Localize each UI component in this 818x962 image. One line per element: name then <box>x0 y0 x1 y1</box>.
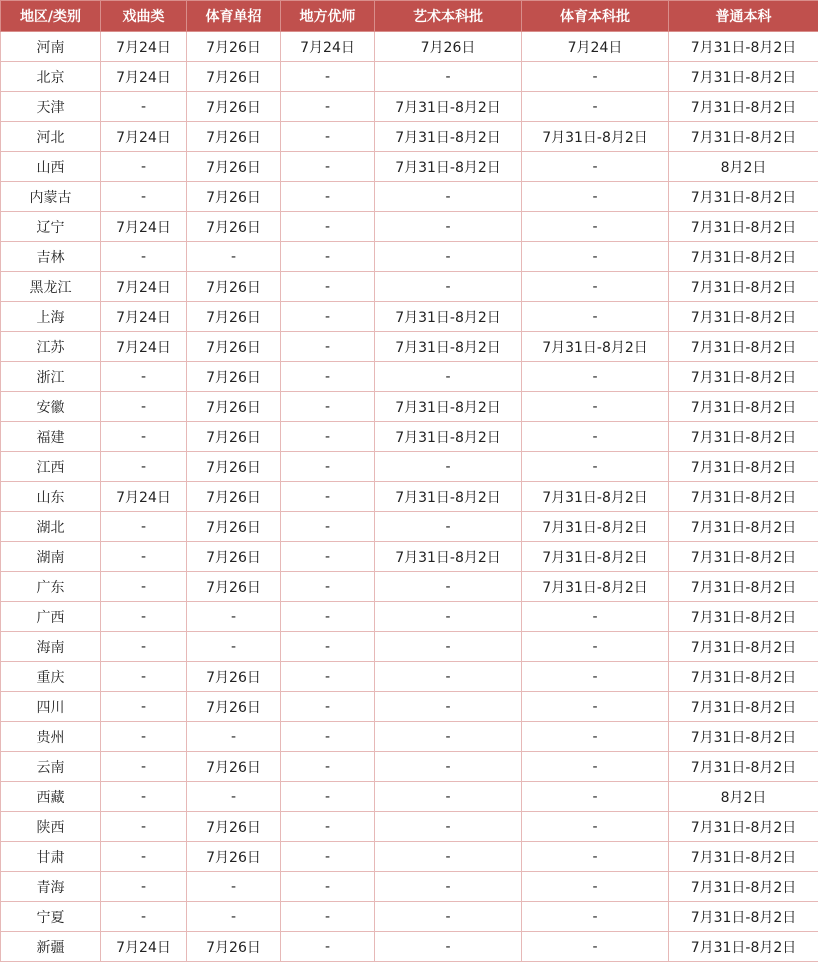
table-row <box>1 362 818 392</box>
sports-undergrad-cell: 7月31日-8月2日 <box>522 572 669 602</box>
opera-cell: - <box>101 692 187 722</box>
opera-cell: - <box>101 92 187 122</box>
header-row <box>1 1 818 32</box>
sports-single-cell: 7月26日 <box>187 512 281 542</box>
art-undergrad-cell: 7月31日-8月2日 <box>375 122 522 152</box>
opera-cell: - <box>101 152 187 182</box>
local-teacher-cell: - <box>281 122 375 152</box>
region-cell: 贵州 <box>1 722 101 752</box>
table-row <box>1 482 818 512</box>
sports-undergrad-cell: 7月31日-8月2日 <box>522 332 669 362</box>
region-cell: 湖北 <box>1 512 101 542</box>
sports-undergrad-cell: - <box>522 722 669 752</box>
art-undergrad-cell: - <box>375 242 522 272</box>
local-teacher-cell: - <box>281 332 375 362</box>
sports-single-cell: 7月26日 <box>187 212 281 242</box>
region-cell: 甘肃 <box>1 842 101 872</box>
opera-cell: - <box>101 872 187 902</box>
region-cell: 河南 <box>1 32 101 62</box>
regular-undergrad-cell: 7月31日-8月2日 <box>669 272 818 302</box>
sports-single-cell: 7月26日 <box>187 62 281 92</box>
sports-single-cell: 7月26日 <box>187 932 281 962</box>
sports-single-cell: 7月26日 <box>187 122 281 152</box>
sports-undergrad-cell: - <box>522 452 669 482</box>
sports-undergrad-cell: - <box>522 692 669 722</box>
table-row <box>1 62 818 92</box>
table-row <box>1 182 818 212</box>
sports-single-cell: 7月26日 <box>187 152 281 182</box>
sports-undergrad-cell: - <box>522 62 669 92</box>
sports-single-cell: - <box>187 722 281 752</box>
local-teacher-cell: - <box>281 632 375 662</box>
art-undergrad-cell: - <box>375 452 522 482</box>
table-row <box>1 902 818 932</box>
table-row <box>1 212 818 242</box>
opera-cell: - <box>101 752 187 782</box>
opera-cell: - <box>101 182 187 212</box>
table-row <box>1 662 818 692</box>
opera-cell: - <box>101 542 187 572</box>
regular-undergrad-cell: 8月2日 <box>669 782 818 812</box>
art-undergrad-cell: - <box>375 632 522 662</box>
local-teacher-cell: - <box>281 512 375 542</box>
local-teacher-cell: - <box>281 932 375 962</box>
table-row <box>1 512 818 542</box>
table-row <box>1 782 818 812</box>
region-cell: 河北 <box>1 122 101 152</box>
art-undergrad-cell: - <box>375 752 522 782</box>
sports-undergrad-cell: 7月31日-8月2日 <box>522 482 669 512</box>
regular-undergrad-cell: 7月31日-8月2日 <box>669 692 818 722</box>
sports-single-cell: 7月26日 <box>187 542 281 572</box>
region-cell: 辽宁 <box>1 212 101 242</box>
region-cell: 黑龙江 <box>1 272 101 302</box>
opera-cell: - <box>101 602 187 632</box>
local-teacher-cell: - <box>281 662 375 692</box>
region-cell: 陕西 <box>1 812 101 842</box>
region-cell: 广西 <box>1 602 101 632</box>
local-teacher-cell: - <box>281 152 375 182</box>
opera-cell: 7月24日 <box>101 32 187 62</box>
regular-undergrad-cell: 7月31日-8月2日 <box>669 32 818 62</box>
sports-undergrad-cell: - <box>522 632 669 662</box>
art-undergrad-cell: 7月26日 <box>375 32 522 62</box>
table-row <box>1 92 818 122</box>
art-undergrad-cell: - <box>375 182 522 212</box>
sports-undergrad-cell: - <box>522 152 669 182</box>
sports-undergrad-cell: - <box>522 902 669 932</box>
regular-undergrad-cell: 7月31日-8月2日 <box>669 62 818 92</box>
opera-cell: - <box>101 512 187 542</box>
local-teacher-cell: - <box>281 722 375 752</box>
sports-single-cell: 7月26日 <box>187 32 281 62</box>
art-undergrad-cell: - <box>375 722 522 752</box>
local-teacher-cell: - <box>281 92 375 122</box>
regular-undergrad-cell: 7月31日-8月2日 <box>669 392 818 422</box>
sports-undergrad-cell: - <box>522 872 669 902</box>
opera-cell: - <box>101 782 187 812</box>
header-regular-undergrad: 普通本科 <box>669 1 818 32</box>
sports-undergrad-cell: - <box>522 602 669 632</box>
art-undergrad-cell: - <box>375 602 522 632</box>
region-cell: 江西 <box>1 452 101 482</box>
sports-single-cell: - <box>187 632 281 662</box>
region-cell: 山西 <box>1 152 101 182</box>
opera-cell: 7月24日 <box>101 212 187 242</box>
regular-undergrad-cell: 7月31日-8月2日 <box>669 662 818 692</box>
local-teacher-cell: - <box>281 602 375 632</box>
art-undergrad-cell: - <box>375 212 522 242</box>
local-teacher-cell: - <box>281 242 375 272</box>
local-teacher-cell: - <box>281 872 375 902</box>
regular-undergrad-cell: 7月31日-8月2日 <box>669 482 818 512</box>
opera-cell: - <box>101 902 187 932</box>
sports-single-cell: 7月26日 <box>187 692 281 722</box>
art-undergrad-cell: 7月31日-8月2日 <box>375 302 522 332</box>
regular-undergrad-cell: 7月31日-8月2日 <box>669 512 818 542</box>
table-row <box>1 242 818 272</box>
regular-undergrad-cell: 7月31日-8月2日 <box>669 752 818 782</box>
table-row <box>1 452 818 482</box>
region-cell: 海南 <box>1 632 101 662</box>
regular-undergrad-cell: 7月31日-8月2日 <box>669 812 818 842</box>
header-region: 地区/类别 <box>1 1 101 32</box>
sports-single-cell: 7月26日 <box>187 92 281 122</box>
art-undergrad-cell: 7月31日-8月2日 <box>375 392 522 422</box>
regular-undergrad-cell: 7月31日-8月2日 <box>669 182 818 212</box>
sports-single-cell: 7月26日 <box>187 812 281 842</box>
local-teacher-cell: 7月24日 <box>281 32 375 62</box>
sports-single-cell: 7月26日 <box>187 422 281 452</box>
art-undergrad-cell: - <box>375 902 522 932</box>
sports-single-cell: 7月26日 <box>187 362 281 392</box>
region-cell: 广东 <box>1 572 101 602</box>
table-row <box>1 872 818 902</box>
regular-undergrad-cell: 7月31日-8月2日 <box>669 872 818 902</box>
local-teacher-cell: - <box>281 902 375 932</box>
table-row <box>1 632 818 662</box>
table-row <box>1 812 818 842</box>
sports-single-cell: 7月26日 <box>187 572 281 602</box>
art-undergrad-cell: 7月31日-8月2日 <box>375 92 522 122</box>
header-sports-undergrad: 体育本科批 <box>522 1 669 32</box>
art-undergrad-cell: - <box>375 782 522 812</box>
sports-undergrad-cell: 7月31日-8月2日 <box>522 512 669 542</box>
region-cell: 北京 <box>1 62 101 92</box>
sports-undergrad-cell: - <box>522 242 669 272</box>
regular-undergrad-cell: 7月31日-8月2日 <box>669 842 818 872</box>
table-row <box>1 122 818 152</box>
regular-undergrad-cell: 7月31日-8月2日 <box>669 722 818 752</box>
local-teacher-cell: - <box>281 62 375 92</box>
regular-undergrad-cell: 7月31日-8月2日 <box>669 902 818 932</box>
local-teacher-cell: - <box>281 182 375 212</box>
regular-undergrad-cell: 7月31日-8月2日 <box>669 572 818 602</box>
local-teacher-cell: - <box>281 842 375 872</box>
art-undergrad-cell: 7月31日-8月2日 <box>375 482 522 512</box>
opera-cell: 7月24日 <box>101 122 187 152</box>
sports-undergrad-cell: 7月31日-8月2日 <box>522 542 669 572</box>
regular-undergrad-cell: 7月31日-8月2日 <box>669 122 818 152</box>
regular-undergrad-cell: 7月31日-8月2日 <box>669 212 818 242</box>
opera-cell: 7月24日 <box>101 932 187 962</box>
region-cell: 山东 <box>1 482 101 512</box>
opera-cell: - <box>101 242 187 272</box>
table-row <box>1 722 818 752</box>
opera-cell: 7月24日 <box>101 482 187 512</box>
local-teacher-cell: - <box>281 752 375 782</box>
sports-single-cell: 7月26日 <box>187 842 281 872</box>
table-row <box>1 32 818 62</box>
sports-undergrad-cell: - <box>522 272 669 302</box>
table-row <box>1 272 818 302</box>
regular-undergrad-cell: 8月2日 <box>669 152 818 182</box>
art-undergrad-cell: 7月31日-8月2日 <box>375 332 522 362</box>
opera-cell: - <box>101 842 187 872</box>
table-row <box>1 332 818 362</box>
sports-single-cell: 7月26日 <box>187 392 281 422</box>
sports-single-cell: 7月26日 <box>187 662 281 692</box>
table-row <box>1 692 818 722</box>
art-undergrad-cell: - <box>375 872 522 902</box>
region-cell: 西藏 <box>1 782 101 812</box>
region-cell: 吉林 <box>1 242 101 272</box>
opera-cell: 7月24日 <box>101 332 187 362</box>
sports-single-cell: - <box>187 782 281 812</box>
sports-undergrad-cell: - <box>522 302 669 332</box>
sports-single-cell: 7月26日 <box>187 452 281 482</box>
sports-single-cell: 7月26日 <box>187 302 281 332</box>
region-cell: 福建 <box>1 422 101 452</box>
art-undergrad-cell: 7月31日-8月2日 <box>375 422 522 452</box>
art-undergrad-cell: 7月31日-8月2日 <box>375 542 522 572</box>
art-undergrad-cell: - <box>375 662 522 692</box>
table-row <box>1 932 818 962</box>
local-teacher-cell: - <box>281 482 375 512</box>
sports-undergrad-cell: 7月31日-8月2日 <box>522 122 669 152</box>
table-row <box>1 572 818 602</box>
table-row <box>1 422 818 452</box>
local-teacher-cell: - <box>281 212 375 242</box>
table-body <box>1 32 818 962</box>
regular-undergrad-cell: 7月31日-8月2日 <box>669 422 818 452</box>
art-undergrad-cell: - <box>375 842 522 872</box>
header-sports-single: 体育单招 <box>187 1 281 32</box>
region-cell: 上海 <box>1 302 101 332</box>
art-undergrad-cell: 7月31日-8月2日 <box>375 152 522 182</box>
opera-cell: 7月24日 <box>101 302 187 332</box>
region-cell: 湖南 <box>1 542 101 572</box>
opera-cell: - <box>101 452 187 482</box>
region-cell: 云南 <box>1 752 101 782</box>
opera-cell: - <box>101 572 187 602</box>
regular-undergrad-cell: 7月31日-8月2日 <box>669 92 818 122</box>
local-teacher-cell: - <box>281 362 375 392</box>
table-row <box>1 752 818 782</box>
region-cell: 内蒙古 <box>1 182 101 212</box>
region-cell: 新疆 <box>1 932 101 962</box>
sports-single-cell: - <box>187 242 281 272</box>
local-teacher-cell: - <box>281 302 375 332</box>
sports-single-cell: 7月26日 <box>187 332 281 362</box>
local-teacher-cell: - <box>281 272 375 302</box>
art-undergrad-cell: - <box>375 812 522 842</box>
art-undergrad-cell: - <box>375 512 522 542</box>
sports-single-cell: 7月26日 <box>187 482 281 512</box>
regular-undergrad-cell: 7月31日-8月2日 <box>669 302 818 332</box>
header-opera: 戏曲类 <box>101 1 187 32</box>
region-cell: 安徽 <box>1 392 101 422</box>
regular-undergrad-cell: 7月31日-8月2日 <box>669 542 818 572</box>
table-row <box>1 602 818 632</box>
region-cell: 青海 <box>1 872 101 902</box>
sports-undergrad-cell: 7月24日 <box>522 32 669 62</box>
local-teacher-cell: - <box>281 782 375 812</box>
opera-cell: - <box>101 362 187 392</box>
sports-undergrad-cell: - <box>522 782 669 812</box>
sports-undergrad-cell: - <box>522 812 669 842</box>
art-undergrad-cell: - <box>375 272 522 302</box>
local-teacher-cell: - <box>281 572 375 602</box>
sports-single-cell: 7月26日 <box>187 752 281 782</box>
sports-undergrad-cell: - <box>522 752 669 782</box>
opera-cell: - <box>101 392 187 422</box>
local-teacher-cell: - <box>281 452 375 482</box>
table-row <box>1 542 818 572</box>
opera-cell: 7月24日 <box>101 62 187 92</box>
sports-undergrad-cell: - <box>522 842 669 872</box>
table-row <box>1 842 818 872</box>
sports-undergrad-cell: - <box>522 92 669 122</box>
region-cell: 重庆 <box>1 662 101 692</box>
local-teacher-cell: - <box>281 422 375 452</box>
regular-undergrad-cell: 7月31日-8月2日 <box>669 242 818 272</box>
art-undergrad-cell: - <box>375 692 522 722</box>
regular-undergrad-cell: 7月31日-8月2日 <box>669 602 818 632</box>
region-cell: 天津 <box>1 92 101 122</box>
opera-cell: - <box>101 662 187 692</box>
local-teacher-cell: - <box>281 812 375 842</box>
regular-undergrad-cell: 7月31日-8月2日 <box>669 932 818 962</box>
art-undergrad-cell: - <box>375 932 522 962</box>
table-row <box>1 392 818 422</box>
region-cell: 江苏 <box>1 332 101 362</box>
art-undergrad-cell: - <box>375 362 522 392</box>
header-art-undergrad: 艺术本科批 <box>375 1 522 32</box>
local-teacher-cell: - <box>281 392 375 422</box>
art-undergrad-cell: - <box>375 572 522 602</box>
sports-single-cell: 7月26日 <box>187 272 281 302</box>
header-local-teacher: 地方优师 <box>281 1 375 32</box>
table-row <box>1 152 818 182</box>
opera-cell: - <box>101 422 187 452</box>
opera-cell: - <box>101 722 187 752</box>
local-teacher-cell: - <box>281 692 375 722</box>
sports-single-cell: - <box>187 872 281 902</box>
opera-cell: - <box>101 632 187 662</box>
region-cell: 四川 <box>1 692 101 722</box>
region-cell: 宁夏 <box>1 902 101 932</box>
sports-undergrad-cell: - <box>522 662 669 692</box>
sports-undergrad-cell: - <box>522 362 669 392</box>
table-row <box>1 302 818 332</box>
sports-undergrad-cell: - <box>522 392 669 422</box>
sports-single-cell: - <box>187 902 281 932</box>
art-undergrad-cell: - <box>375 62 522 92</box>
regular-undergrad-cell: 7月31日-8月2日 <box>669 332 818 362</box>
local-teacher-cell: - <box>281 542 375 572</box>
sports-single-cell: 7月26日 <box>187 182 281 212</box>
opera-cell: 7月24日 <box>101 272 187 302</box>
sports-undergrad-cell: - <box>522 932 669 962</box>
regular-undergrad-cell: 7月31日-8月2日 <box>669 452 818 482</box>
regular-undergrad-cell: 7月31日-8月2日 <box>669 632 818 662</box>
sports-undergrad-cell: - <box>522 182 669 212</box>
sports-single-cell: - <box>187 602 281 632</box>
region-cell: 浙江 <box>1 362 101 392</box>
opera-cell: - <box>101 812 187 842</box>
regular-undergrad-cell: 7月31日-8月2日 <box>669 362 818 392</box>
sports-undergrad-cell: - <box>522 212 669 242</box>
sports-undergrad-cell: - <box>522 422 669 452</box>
